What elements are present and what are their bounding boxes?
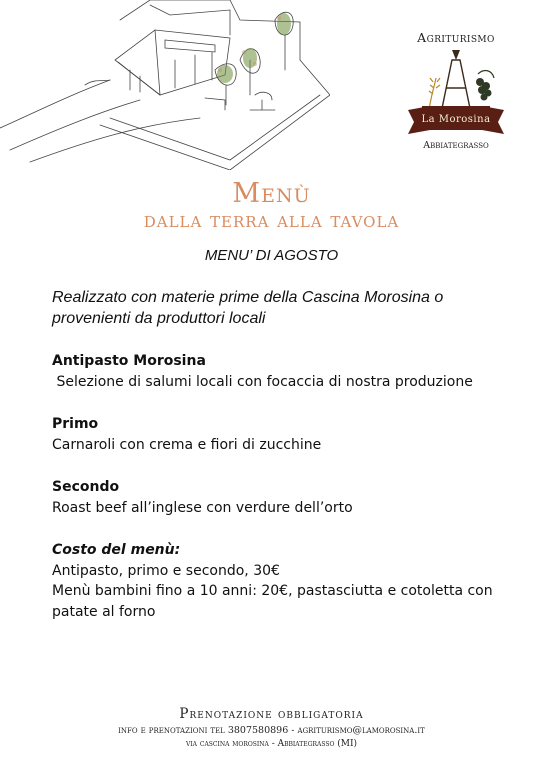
agriturismo-logo bbox=[392, 30, 520, 155]
course-description: Selezione di salumi locali con focaccia di nostra produzione bbox=[52, 373, 473, 390]
footer-address: via cascina morosina - Abbiategrasso (MI) bbox=[185, 739, 358, 749]
course-heading: Primo bbox=[52, 416, 99, 432]
course-heading: Antipasto Morosina bbox=[52, 353, 206, 369]
course-primo bbox=[52, 414, 522, 455]
logo-bottom-text: Abbiategrasso bbox=[423, 140, 489, 151]
menu-subtitle: dalla terra alla tavola bbox=[143, 208, 400, 232]
logo-banner-text: La Morosina bbox=[421, 114, 491, 125]
course-heading: Secondo bbox=[52, 479, 120, 495]
logo-top-text: Agriturismo bbox=[417, 30, 495, 45]
farmhouse-sketch-illustration bbox=[0, 0, 330, 170]
course-antipasto bbox=[52, 351, 522, 392]
cost-line: Antipasto, primo e secondo, 30€ bbox=[52, 562, 280, 579]
course-description: Carnaroli con crema e fiori di zucchine bbox=[52, 436, 322, 453]
footer bbox=[0, 706, 543, 749]
logo-emblem bbox=[400, 48, 512, 140]
footer-reservation-required: Prenotazione obbligatoria bbox=[179, 706, 364, 722]
menu-cost bbox=[52, 540, 522, 622]
menu-month-heading: MENU’ DI AGOSTO bbox=[204, 247, 339, 264]
menu-content bbox=[52, 288, 522, 622]
cost-heading: Costo del menù: bbox=[52, 542, 181, 558]
menu-title: Menù bbox=[232, 178, 311, 209]
course-secondo bbox=[52, 477, 522, 518]
course-description: Roast beef all’inglese con verdure dell’orto bbox=[52, 499, 353, 516]
footer-contact-info: info e prenotazioni tel 3807580896 - agriturismo@lamorosina.it bbox=[118, 725, 425, 736]
menu-intro: Realizzato con materie prime della Cascina Morosina o provenienti da produttori locali bbox=[52, 289, 444, 327]
cost-line-children: Menù bambini fino a 10 anni: 20€, pastasciutta e cotoletta con patate al forno bbox=[52, 583, 493, 620]
